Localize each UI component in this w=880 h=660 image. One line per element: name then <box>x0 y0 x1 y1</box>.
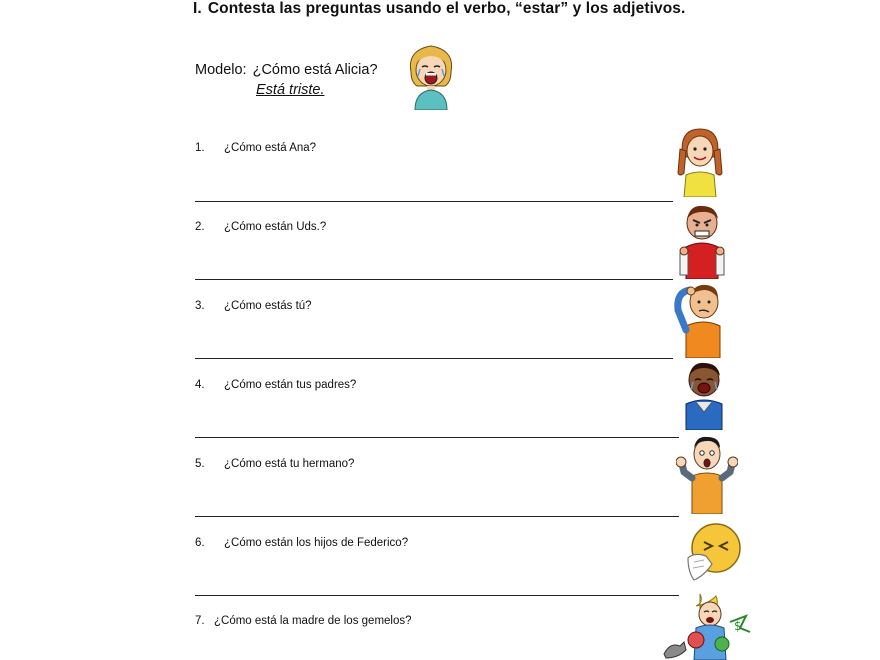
question-text: ¿Cómo está tu hermano? <box>224 458 355 470</box>
answer-line-3[interactable] <box>195 358 673 359</box>
question-2 <box>195 221 326 233</box>
question-7 <box>195 615 412 627</box>
question-text: ¿Cómo están Uds.? <box>224 221 327 233</box>
question-number: 7. <box>195 615 205 627</box>
question-5 <box>195 458 354 470</box>
answer-line-6[interactable] <box>195 595 679 596</box>
model-answer: Está triste. <box>256 82 325 98</box>
model-label: Modelo: <box>195 62 247 78</box>
question-text: ¿Cómo están tus padres? <box>224 379 357 391</box>
answer-line-4[interactable] <box>195 437 679 438</box>
surprised-boy-icon <box>676 434 738 514</box>
question-number: 6. <box>195 537 205 549</box>
answer-line-5[interactable] <box>195 516 679 517</box>
stressed-mother-icon <box>660 592 754 660</box>
happy-girl-braids-icon <box>676 127 724 197</box>
answer-line-2[interactable] <box>195 279 673 280</box>
question-3 <box>195 300 312 312</box>
heading-number: I. <box>193 0 202 17</box>
question-text: ¿Cómo están los hijos de Federico? <box>224 537 409 549</box>
crying-girl-icon <box>405 42 457 110</box>
question-number: 3. <box>195 300 205 312</box>
sneezing-face-icon <box>684 522 742 584</box>
question-number: 5. <box>195 458 205 470</box>
question-number: 2. <box>195 221 205 233</box>
question-number: 1. <box>195 142 205 154</box>
question-6 <box>195 537 408 549</box>
model-question: ¿Cómo está Alicia? <box>252 62 378 78</box>
angry-boy-icon <box>678 203 726 279</box>
question-4 <box>195 379 356 391</box>
confused-boy-icon <box>672 282 728 358</box>
question-text: ¿Cómo está Ana? <box>224 142 317 154</box>
heading-text: Contesta las preguntas usando el verbo, “estar” y los adjetivos. <box>207 0 686 17</box>
question-number: 4. <box>195 379 205 391</box>
svg-text:$: $ <box>734 619 742 633</box>
crying-boy-icon <box>682 360 726 430</box>
answer-line-1[interactable] <box>195 201 673 202</box>
question-text: ¿Cómo está la madre de los gemelos? <box>214 615 412 627</box>
question-text: ¿Cómo estás tú? <box>224 300 312 312</box>
question-1 <box>195 142 316 154</box>
worksheet-heading <box>193 0 685 18</box>
model-example <box>195 62 378 78</box>
